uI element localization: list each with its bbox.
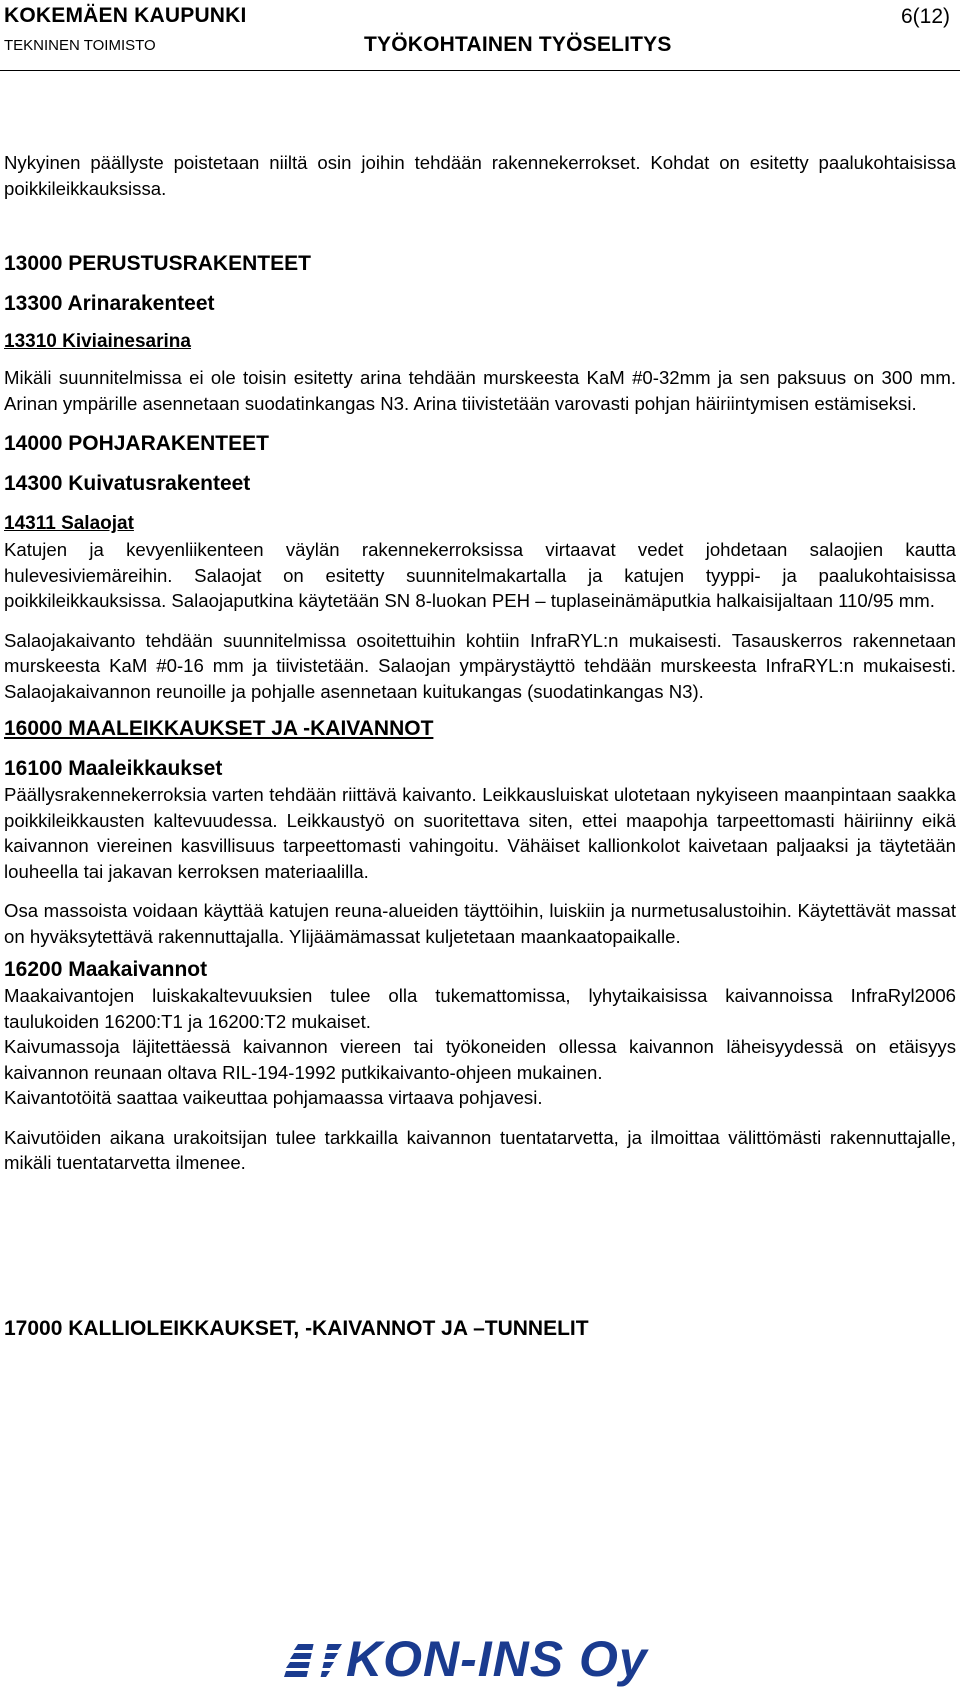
section-16200-text-3: Kaivantotöitä saattaa vaikeuttaa pohjamaassa virtaava pohjavesi. bbox=[4, 1087, 543, 1108]
section-13000-heading: 13000 PERUSTUSRAKENTEET bbox=[4, 252, 311, 275]
section-13300-heading: 13300 Arinarakenteet bbox=[4, 292, 215, 315]
section-14000-heading: 14000 POHJARAKENTEET bbox=[4, 432, 269, 455]
company-logo bbox=[284, 1630, 684, 1688]
section-14311-text-1: Katujen ja kevyenliikenteen väylän rakennekerroksissa virtaavat vedet johdetaan salaojien kautta hulevesiviemäreihin. Salaojat on esitetty suunnitelmakartalla ja katujen tyyppi- ja paalukohtaisissa poikkileikkauksissa. Salaojaputkina käytetään SN 8-luokan PEH – tuplaseinämäputkia halkaisijaltaan 110/95 mm. bbox=[4, 539, 956, 611]
page-header bbox=[0, 0, 960, 74]
section-16200-heading: 16200 Maakaivannot bbox=[4, 958, 208, 981]
document-title: TYÖKOHTAINEN TYÖSELITYS bbox=[364, 33, 672, 56]
section-16200-text-4: Kaivutöiden aikana urakoitsijan tulee tarkkailla kaivannon tuentatarvetta, ja ilmoittaa välittömästi rakennuttajalle, mikäli tuentatarvetta ilmenee. bbox=[4, 1126, 956, 1173]
intro-paragraph: Nykyinen päällyste poistetaan niiltä osin joihin tehdään rakennekerrokset. Kohdat on esitetty paalukohtaisissa poikkileikkauksissa. bbox=[4, 152, 956, 199]
section-16100-text-1: Päällysrakennekerroksia varten tehdään riittävä kaivanto. Leikkausluiskat ulotetaan nykyiseen maanpintaan saakka poikkileikkausten kaltevuudessa. Leikkaustyö on suoritettava siten, ettei maapohja tarpeettomasti häiriinny eikä kaivannon viereinen kasvillisuus tarpeettomasti vahingoitu. Vähäiset kallionkolot kaivetaan paljaaksi ja täytetään louheella tai jakavan kerroksen materiaalilla. bbox=[4, 784, 956, 882]
section-16200-text-1: Maakaivantojen luiskakaltevuuksien tulee olla tukemattomissa, lyhytaikaisissa kaivannoissa InfraRyl2006 taulukoiden 16200:T1 ja 16200:T2 mukaiset. bbox=[4, 985, 956, 1032]
page-number: 6(12) bbox=[900, 5, 950, 28]
header-divider bbox=[0, 70, 960, 71]
organization-name: KOKEMÄEN KAUPUNKI bbox=[4, 4, 247, 27]
section-16000-heading: 16000 MAALEIKKAUKSET JA -KAIVANNOT bbox=[4, 717, 434, 740]
section-14311-heading: 14311 Salaojat bbox=[4, 513, 134, 534]
section-16100-text-2: Osa massoista voidaan käyttää katujen reuna-alueiden täyttöihin, luiskiin ja nurmetusalustoihin. Käytettävät massat on hyväksytettävä rakennuttajalla. Ylijäämämassat kuljetetaan maankaatopaikalle. bbox=[4, 900, 956, 947]
section-16100-heading: 16100 Maaleikkaukset bbox=[4, 757, 223, 780]
section-13310-text: Mikäli suunnitelmissa ei ole toisin esitetty arina tehdään murskeesta KaM #0-32mm ja sen paksuus on 300 mm. Arinan ympärille asennetaan suodatinkangas N3. Arina tiivistetään varovasti pohjan häiriintymisen estämiseksi. bbox=[4, 367, 956, 414]
section-17000-heading: 17000 KALLIOLEIKKAUKSET, -KAIVANNOT JA –TUNNELIT bbox=[4, 1316, 589, 1340]
kon-ins-logo-mark-icon bbox=[284, 1638, 344, 1682]
section-14300-heading: 14300 Kuivatusrakenteet bbox=[4, 472, 251, 495]
section-16200-text-2: Kaivumassoja läjitettäessä kaivannon viereen tai työkoneiden ollessa kaivannon läheisyydessä on etäisyys kaivannon reunaan oltava RIL-194-1992 putkikaivanto-ohjeen mukainen. bbox=[4, 1036, 956, 1083]
document-body bbox=[4, 150, 956, 1342]
section-14311-text-2: Salaojakaivanto tehdään suunnitelmissa osoitettuihin kohtiin InfraRYL:n mukaisesti. Tasauskerros rakennetaan murskeesta KaM #0-16 mm ja tiivistetään. Salaojan ympärystäyttö tehdään murskeesta InfraRYL:n mukaisesti. Salaojakaivannon reunoille ja pohjalle asennetaan kuitukangas (suodatinkangas N3). bbox=[4, 629, 956, 702]
section-13310-heading: 13310 Kiviainesarina bbox=[4, 331, 191, 352]
logo-wordmark: KON-INS Oy bbox=[346, 1631, 648, 1687]
department-name: TEKNINEN TOIMISTO bbox=[4, 37, 156, 54]
